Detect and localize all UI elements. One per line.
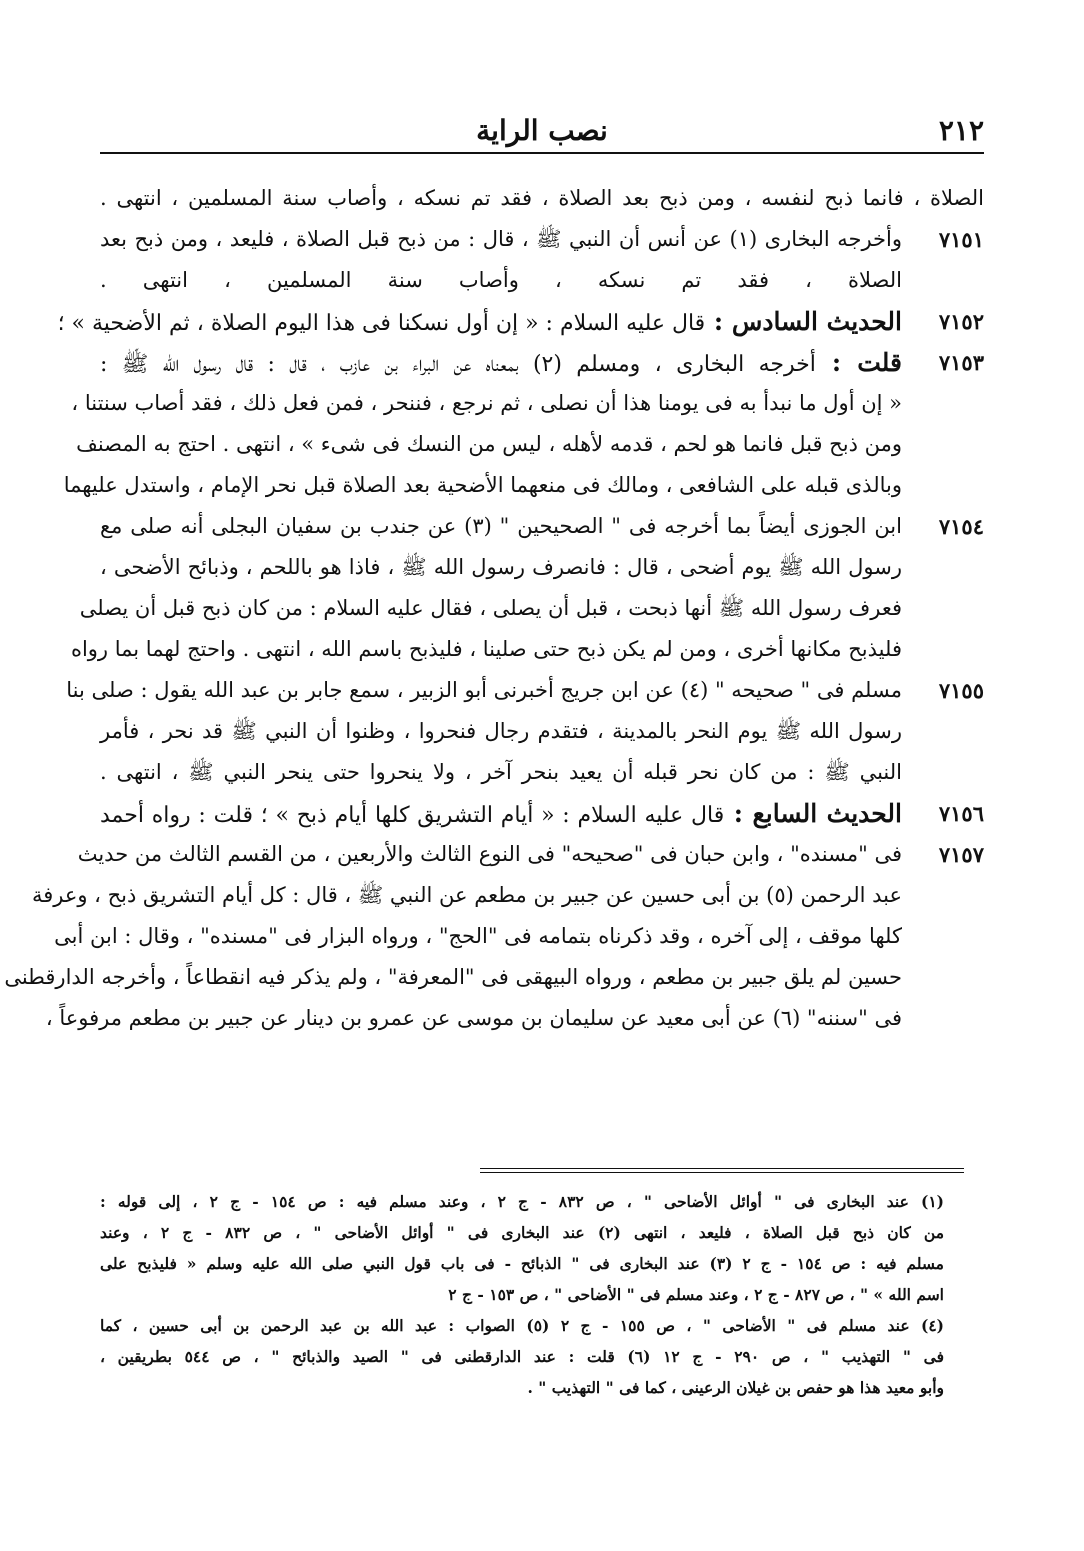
line-text: [66, 670, 902, 711]
hadith-number: ٧١٥٦: [938, 801, 984, 826]
line-text: [100, 178, 984, 219]
text-line: [4, 957, 984, 998]
footnote-line: من كان ذبح قبل الصلاة ، فليعد ، انتهى (٢) عند البخارى فى " أوائل الأضاحى " ، ص ٨٣٢ - ج ٢ ، وعند: [100, 1223, 945, 1242]
hadith-number: ٧١٥٢: [938, 309, 984, 334]
line-text: [100, 793, 902, 836]
line-body: قال عليه السلام : « إن أول نسكنا فى هذا اليوم الصلاة ، ثم الأضحية » ؛: [57, 311, 706, 336]
text-line: [100, 342, 984, 383]
line-text: [100, 260, 902, 301]
line-body: رسول الله ﷺ يوم أضحى ، قال : فانصرف رسول الله ﷺ ، فاذا هو باللحم ، وذبائح الأضحى ،: [100, 555, 902, 579]
line-body: فى "سننه" (٦) عن أبى معيد عن سليمان بن موسى عن عمرو بن دينار عن جبير بن مطعم مرفوعاً ،: [45, 1006, 902, 1030]
line-text: [71, 383, 902, 424]
line-text: [31, 875, 902, 916]
text-line: [54, 916, 984, 957]
line-body: كلها موقف ، إلى آخره ، وقد ذكرناه بتمامه فى "الحج" ، ورواه البزار فى "مسنده" ، وقال : ابن أبى: [54, 924, 902, 948]
text-line: [66, 670, 984, 711]
text-line: [31, 875, 984, 916]
line-body: أخرجه البخارى ، ومسلم (٢) بمعناه عن البراء بن عازب ، قال : قال رسول الله ﷺ :: [100, 352, 816, 377]
text-line: [45, 998, 984, 1039]
line-text: [100, 711, 902, 752]
text-line: [100, 711, 984, 752]
line-text: [100, 506, 902, 547]
line-text: [57, 301, 902, 344]
line-text: [100, 342, 902, 385]
line-body: رسول الله ﷺ يوم النحر بالمدينة ، فتقدم رجال فنحروا ، وظنوا أن النبي ﷺ قد نحر ، فأمر: [100, 719, 902, 743]
text-line: [100, 752, 984, 793]
page-header: [100, 108, 984, 154]
footnote-line: (٤) عند مسلم فى " الأضاحى " ، ص ١٥٥ - ج ٢ (٥) الصواب : عبد الله بن عبد الرحمن بن أبى حسين ، كما: [100, 1316, 945, 1335]
line-text: [100, 547, 902, 588]
footnotes: [100, 1186, 944, 1403]
text-line: [100, 506, 984, 547]
hadith-number: ٧١٥٤: [938, 514, 984, 539]
text-line: [100, 178, 984, 219]
line-text: [45, 998, 902, 1039]
text-line: [79, 588, 984, 629]
line-text: [4, 957, 902, 998]
line-body: فليذبح مكانها أخرى ، ومن لم يكن ذبح حتى صلينا ، فليذبح باسم الله ، انتهى . واحتج لهما بما رواه: [70, 637, 902, 661]
footnote-line: اسم الله » " ، ص ٨٢٧ - ج ٢ ، وعند مسلم فى " الأضاحى " ، ص ١٥٣ - ج ٢: [448, 1285, 944, 1304]
line-body: وبالذى قبله على الشافعى ، ومالك فى منعهما الأضحية بعد الصلاة قبل نحر الإمام ، واستدل عليهما: [63, 473, 902, 497]
text-line: [100, 793, 984, 834]
section-heading: الحديث السابع :: [724, 799, 902, 828]
line-body: الصلاة ، فقد تم نسكه ، وأصاب سنة المسلمين ، انتهى .: [100, 268, 902, 292]
hadith-number: ٧١٥٥: [938, 678, 984, 703]
text-line: [100, 219, 984, 260]
main-text: [4, 178, 984, 1039]
line-text: [79, 588, 902, 629]
line-body: النبي ﷺ : من كان نحر قبله أن يعيد بنحر آخر ، ولا ينحروا حتى ينحر النبي ﷺ ، انتهى .: [100, 760, 902, 784]
line-text: [54, 916, 902, 957]
line-body: ومن ذبح قبل فانما هو لحم ، قدمه لأهله ، ليس من النسك فى شىء » ، انتهى . احتج به المصنف: [76, 432, 902, 456]
line-body: الصلاة ، فانما ذبح لنفسه ، ومن ذبح بعد الصلاة ، فقد تم نسكه ، وأصاب سنة المسلمين ، انتهى .: [100, 186, 984, 210]
line-text: [100, 752, 902, 793]
line-body: مسلم فى " صحيحه " (٤) عن ابن جريج أخبرنى أبو الزبير ، سمع جابر بن عبد الله يقول : صلى بنا: [66, 678, 902, 702]
line-body: وأخرجه البخارى (١) عن أنس أن النبي ﷺ ، قال : من ذبح قبل الصلاة ، فليعد ، ومن ذبح بعد: [100, 227, 902, 251]
line-body: عبد الرحمن (٥) بن أبى حسين عن جبير بن مطعم عن النبي ﷺ ، قال : كل أيام التشريق ذبح ، وعرفة: [31, 883, 902, 907]
hadith-number: ٧١٥٣: [938, 350, 984, 375]
footnote-separator: [480, 1168, 964, 1173]
page-number: ٢١٢: [938, 114, 984, 147]
line-body: حسين لم يلق جبير بن مطعم ، ورواه البيهقى فى "المعرفة" ، ولم يذكر فيه انقطاعاً ، وأخرجه الدارقطنى: [4, 965, 902, 989]
text-line: [63, 465, 984, 506]
text-line: [100, 260, 984, 301]
line-text: [76, 424, 902, 465]
line-text: [100, 219, 902, 260]
text-line: [71, 383, 984, 424]
line-body: ابن الجوزى أيضاً بما أخرجه فى " الصحيحين " (٣) عن جندب بن سفيان البجلى أنه صلى مع: [100, 514, 902, 538]
text-line: [76, 424, 984, 465]
line-body: فعرف رسول الله ﷺ أنها ذبحت ، قبل أن يصلى ، فقال عليه السلام : من كان ذبح قبل أن يصلى: [79, 596, 902, 620]
text-line: [100, 547, 984, 588]
footnote-line: (١) عند البخارى فى " أوائل الأضاحى " ، ص ٨٣٢ - ج ٢ ، وعند مسلم فيه : ص ١٥٤ - ج ٢ ، إلى قوله :: [100, 1192, 944, 1211]
footnote-line: وأبو معيد هذا هو حفص بن غيلان الرعينى ، كما فى " التهذيب " .: [527, 1378, 944, 1397]
line-text: [70, 629, 902, 670]
section-heading: الحديث السادس :: [705, 307, 902, 336]
hadith-number: ٧١٥١: [938, 227, 984, 252]
footnote-line: مسلم فيه : ص ١٥٤ - ج ٢ (٣) عند البخارى فى " الذبائح - فى باب قول النبي صلى الله عليه وسلم « فليذبح على: [100, 1254, 944, 1273]
text-line: [77, 834, 984, 875]
text-line: [57, 301, 984, 342]
line-body: « إن أول ما نبدأ به فى يومنا هذا أن نصلى ، ثم نرجع ، فننحر ، فمن فعل ذلك ، فقد أصاب سنتنا ،: [71, 391, 902, 415]
footnote-line: فى " التهذيب " ، ص ٢٩٠ - ج ١٢ (٦) قلت : عند الدارقطنى فى " الصيد والذبائح " ، ص ٥٤٤ بطريقين ،: [100, 1347, 944, 1366]
text-line: [70, 629, 984, 670]
line-body: فى "مسنده" ، وابن حبان فى "صحيحه" فى النوع الثالث والأربعين ، من القسم الثالث من حديث: [77, 842, 902, 866]
line-text: [77, 834, 902, 875]
section-heading: قلت :: [815, 348, 903, 377]
line-text: [63, 465, 902, 506]
running-title: نصب الراية: [476, 114, 608, 147]
line-body: قال عليه السلام : « أيام التشريق كلها أيام ذبح » ؛ قلت : رواه أحمد: [100, 803, 725, 828]
hadith-number: ٧١٥٧: [938, 842, 984, 867]
